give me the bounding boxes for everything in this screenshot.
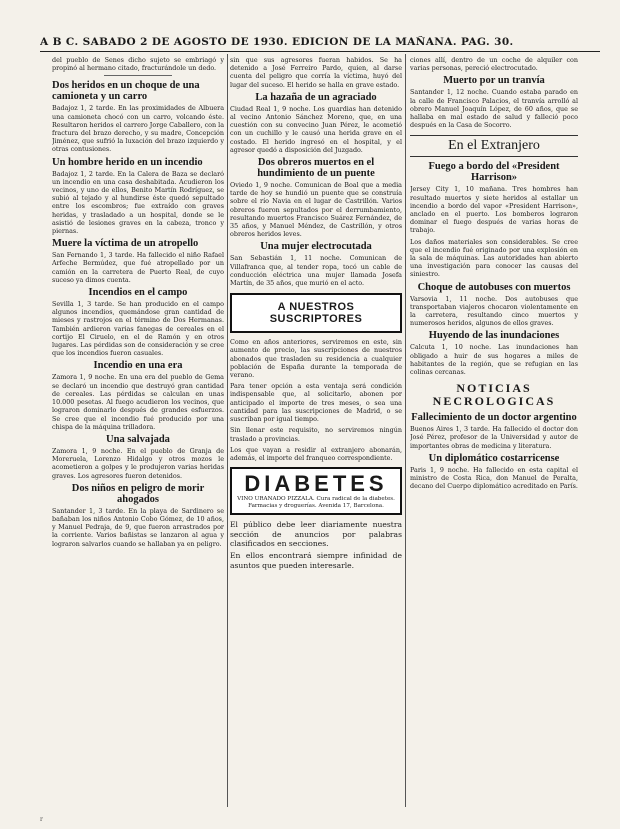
notice-body: Los que vayan a residir al extranjero abonarán, además, el importe del franqueo correspondiente. bbox=[230, 445, 402, 462]
article-headline: Incendios en el campo bbox=[88, 287, 188, 299]
subscribers-banner: A NUESTROS SUSCRIPTORES bbox=[230, 293, 402, 333]
article-headline: La hazaña de un agraciado bbox=[255, 91, 377, 103]
header-rule bbox=[40, 51, 600, 52]
diabetes-ad-title: DIABETES bbox=[244, 471, 388, 497]
notice-body: Para tener opción a esta ventaja será condición indispensable que, al solicitarlo, abonen por anticipado el importe de tres meses, o sea una cantidad para las suscripciones de Madrid, o se suscriban por igual tiempo. bbox=[230, 382, 402, 424]
column-1 bbox=[52, 56, 224, 809]
article-body: Calcuta 1, 10 noche. Las inundaciones han obligado a huir de sus hogares a miles de habitantes de la región, que se refugian en las colinas cercanas. bbox=[410, 343, 578, 377]
article-body: Jersey City 1, 10 mañana. Tres hombres han resultado muertos y siete heridos al estallar un incendio a bordo del vapor «President Harrison», anclado en el puerto. Los bomberos lograron dominar el fuego después de varias horas de trabajo. bbox=[410, 185, 578, 235]
article-body: Varsovia 1, 11 noche. Dos autobuses que transportaban viajeros chocaron violentamente en la carretera, resultando cinco muertos y numerosos heridos, algunos de ellos graves. bbox=[410, 294, 578, 328]
article-lead: sin que sus agresores fueran habidos. Se ha detenido a José Ferreiro Pardo, quien, al darse cuenta del peligro que corría la víctima, huyó del lugar del suceso. El herido se halla en grave estado. bbox=[230, 56, 402, 89]
column-divider bbox=[405, 54, 406, 807]
article-headline: Fuego a bordo del «President Harrison» bbox=[428, 161, 560, 184]
article-body: Sevilla 1, 3 tarde. Se han producido en el campo algunos incendios, quemándose gran cantidad de mieses y rastrojos en el término de Dos Hermanas. También ardieron varias fanegas de cereales en el cortijo El Ciruelo, en el de Ramón y en otros lugares. Las pérdidas son de consideración y se cree que los incendios fueron casuales. bbox=[52, 300, 224, 358]
obituaries-title: NOTICIAS NECROLOGICAS bbox=[432, 381, 556, 409]
article-lead: del pueblo de Senes dicho sujeto se embriagó y propinó al hermano citado, fracturándole un dedo. bbox=[52, 56, 224, 73]
article-body: Santander 1, 12 noche. Cuando estaba parado en la calle de Francisco Palacios, el tranvía arrolló al obrero Manuel Joaquín López, de 60 años, que se hallaba en mal estado de salud y falleció poco después en la Casa de Socorro. bbox=[410, 88, 578, 130]
article-headline: Choque de autobuses con muertos bbox=[417, 281, 571, 293]
column-2 bbox=[230, 56, 402, 809]
article-headline: Una salvajada bbox=[106, 433, 170, 445]
article-lead: ciones allí, dentro de un coche de alquiler con varias personas, pereció electrocutado. bbox=[410, 56, 578, 73]
section-title: En el Extranjero bbox=[410, 135, 578, 157]
notice-body: Sin llenar este requisito, no serviremos ningún traslado a provincias. bbox=[230, 426, 402, 443]
article-body: Paris 1, 9 noche. Ha fallecido en esta capital el ministro de Costa Rica, don Manuel de Peralta, decano del Cuerpo diplomático acreditado en París. bbox=[410, 465, 578, 491]
page-header: A B C. SABADO 2 DE AGOSTO DE 1930. EDICION DE LA MAÑANA. PAG. 30. bbox=[40, 36, 514, 48]
column-divider bbox=[227, 54, 228, 807]
article-body: Zamora 1, 9 noche. En el pueblo de Granja de Moreruela, Lorenzo Hidalgo y otros mozos le acometieron a golpes y le produjeron varias heridas graves. Los agresores fueron detenidos. bbox=[52, 446, 224, 480]
article-headline: Un hombre herido en un incendio bbox=[52, 156, 203, 168]
article-headline: Dos heridos en un choque de una camioneta y un carro bbox=[52, 80, 200, 103]
article-headline: Un diplomático costarricense bbox=[428, 452, 560, 464]
article-headline: Muere la víctima de un atropello bbox=[52, 238, 199, 250]
article-headline: Muerto por un tranvía bbox=[443, 75, 545, 87]
classified-notice: El público debe leer diariamente nuestra sección de anuncios por palabras clasificados en secciones. bbox=[230, 520, 402, 548]
diabetes-ad-text: VINO URANADO PIZZALA. Cura radical de la diabetes. Farmacias y droguerías. Avenida 17, Barcelona. bbox=[237, 496, 395, 510]
article-headline: Dos obreros muertos en el hundimiento de un puente bbox=[257, 157, 375, 180]
notice-body: Como en años anteriores, serviremos en este, sin aumento de precio, las suscripciones de nuestros abonados que trasladen su residencia a cualquier población de España durante la temporada de verano. bbox=[230, 338, 402, 380]
article-body: Zamora 1, 9 noche. En una era del pueblo de Gema se declaró un incendio que destruyó gran cantidad de cereales. Las pérdidas se calculan en unas 10.000 pesetas. Al fuego acudieron los vecinos, que lograron dominarlo después de grandes esfuerzos. Se cree que el incendio fué producido por una chispa de la máquina trilladora. bbox=[52, 373, 224, 431]
article-headline: Huyendo de las inundaciones bbox=[428, 330, 560, 342]
article-body: Santander 1, 3 tarde. En la playa de Sardinero se bañaban los niños Antonio Cobo Gómez, de 10 años, y Manuel Pedraja, de 9, que fueron arrastrados por la corriente. Varios bañistas se lanzaron al agua y lograron salvarlos cuando se hallaban ya en peligro. bbox=[52, 506, 224, 548]
article-body: Buenos Aires 1, 3 tarde. Ha fallecido el doctor don José Pérez, profesor de la Universidad y autor de importantes obras de medicina y literatura. bbox=[410, 425, 578, 450]
article-headline: Fallecimiento de un doctor argentino bbox=[411, 412, 577, 424]
article-body: Ciudad Real 1, 9 noche. Los guardias han detenido al vecino Antonio Sánchez Moreno, que, en una cuestión con su convecino Juan Pérez, le acometió con un cuchillo y le causó una herida grave en el costado. El herido ingresó en el hospital, y el agresor quedó a disposición del Juzgado. bbox=[230, 104, 402, 154]
article-headline: Dos niños en peligro de morir ahogados bbox=[71, 482, 205, 505]
classified-notice: En ellos encontrará siempre infinidad de asuntos que pueden interesarle. bbox=[230, 551, 402, 570]
article-body: San Fernando 1, 3 tarde. Ha fallecido el niño Rafael Arfeche Bermúdez, que fué atropellado por un camión en la carretera de Puerto Real, de cuyo suceso ya dimos cuenta. bbox=[52, 251, 224, 284]
article-body: Badajoz 1, 2 tarde. En la Calera de Baza se declaró un incendio en una casa deshabitada. Acudieron los vecinos, y uno de ellos, Benito Martín Rodríguez, se subió al tejado y al hundirse éste quedó sepultado entre los escombros; fue extraído con graves heridas, y trasladado a un hospital, donde se le asistió de lesiones graves en la cabeza, tronco y piernas. bbox=[52, 169, 224, 236]
page-footer: r bbox=[40, 816, 43, 823]
article-body: San Sebastián 1, 11 noche. Comunican de Villafranca que, al tender ropa, tocó un cable de conducción eléctrica una mujer llamada Josefa Martín, de 35 años, que murió en el acto. bbox=[230, 254, 402, 288]
article-body: Los daños materiales son considerables. Se cree que el incendio fué originado por una explosión en la sala de máquinas. Las autoridades han abierto una investigación para conocer las causas del siniestro. bbox=[410, 237, 578, 279]
diabetes-ad bbox=[230, 467, 402, 515]
article-body: Oviedo 1, 9 noche. Comunican de Boal que a media tarde de hoy se hundió un puente que se construía sobre el río Navia en el lugar de Castrillón. Varios obreros fueron sepultados por el derrumbamiento, resultando muertos Francisco Suárez Fernández, de 35 años, y Manuel Méndez, de Castrillón, y otros obreros heridos leves. bbox=[230, 181, 402, 239]
article-headline: Una mujer electrocutada bbox=[260, 241, 372, 253]
divider bbox=[104, 75, 173, 76]
article-headline: Incendio en una era bbox=[93, 360, 183, 372]
column-3 bbox=[410, 56, 578, 809]
article-body: Badajoz 1, 2 tarde. En las proximidades de Albuera una camioneta chocó con un carro, volcando éste. Resultaron heridos el carrero Jorge Caballero, con la fractura del brazo derecho, y su madre, Concepción Jiménez, que sufrió la luxación del brazo izquierdo y otras contusiones. bbox=[52, 104, 224, 154]
